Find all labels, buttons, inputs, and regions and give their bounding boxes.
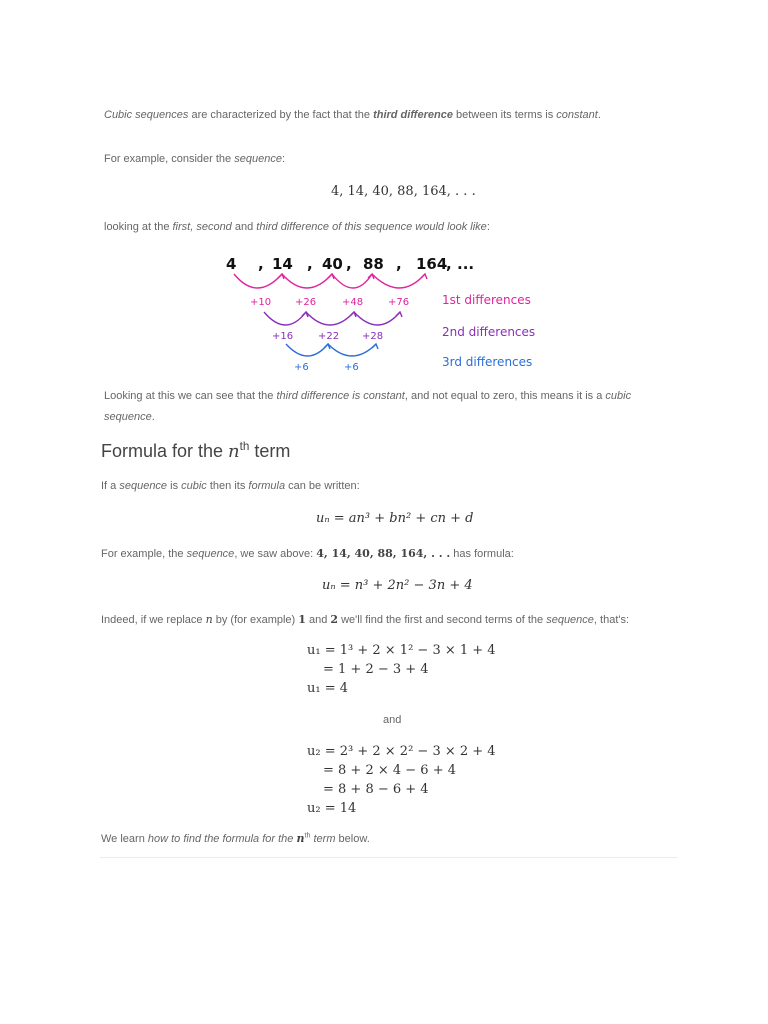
- indeed-num2: 2: [330, 613, 339, 626]
- term-sequence-2: sequence: [104, 411, 152, 423]
- closing-var: n: [296, 832, 305, 845]
- indeed-paragraph: [101, 612, 629, 628]
- closing-text-2: below.: [335, 833, 370, 845]
- term-88: 88: [363, 255, 384, 273]
- closing-sup: th: [304, 831, 311, 840]
- differences-diagram: [220, 250, 570, 380]
- calc2-line3: = 8 + 8 − 6 + 4: [323, 782, 429, 797]
- term-first-second: first, second: [172, 221, 232, 233]
- indeed-var: n: [205, 613, 213, 626]
- term-comma: ,: [258, 255, 264, 273]
- closing-term: term: [310, 833, 336, 845]
- conclusion-text-2: , and not equal to zero, this means it is a: [404, 390, 606, 402]
- calc2-line1: u₂ = 2³ + 2 × 2² − 3 × 2 + 4: [307, 744, 496, 759]
- fi-sequence: sequence: [119, 480, 168, 492]
- divider: [100, 857, 678, 858]
- first-diff-76: +76: [388, 297, 410, 308]
- example-intro-colon: :: [281, 153, 286, 165]
- conclusion-period: .: [151, 411, 155, 423]
- arc-second-1: [264, 312, 306, 325]
- indeed-text-3: and: [305, 614, 331, 626]
- arc-third-2: [328, 344, 376, 356]
- arc-second-2: [306, 312, 354, 325]
- example-intro: [104, 151, 285, 167]
- term-comma: ,: [346, 255, 352, 273]
- closing-paragraph: [101, 831, 370, 847]
- intro-period: .: [597, 109, 601, 121]
- label-third-differences: 3rd differences: [442, 355, 533, 369]
- formula-intro: [101, 478, 360, 494]
- ex2-sequence: sequence: [186, 548, 235, 560]
- fi-text-2: is: [167, 480, 182, 492]
- diff-intro-colon: :: [486, 221, 490, 233]
- calc2-line2: = 8 + 2 × 4 − 6 + 4: [323, 763, 457, 778]
- indeed-text-2: by (for example): [212, 614, 299, 626]
- term-third-difference-look: third difference of this sequence would look like: [256, 221, 487, 233]
- fi-text-4: can be written:: [285, 480, 360, 492]
- calc1-line1: u₁ = 1³ + 2 × 1² − 3 × 1 + 4: [307, 643, 496, 658]
- term-constant: constant: [556, 109, 598, 121]
- calc1-line3: u₁ = 4: [307, 681, 349, 696]
- fi-text-1: If a: [101, 480, 120, 492]
- arc-third-1: [286, 344, 328, 356]
- fi-formula: formula: [248, 480, 286, 492]
- first-diff-10: +10: [250, 297, 272, 308]
- indeed-text-5: , that's:: [593, 614, 630, 626]
- term-14: 14: [272, 255, 293, 273]
- arc-first-3: [332, 274, 372, 288]
- conclusion-text: Looking at this we can see that the: [104, 390, 277, 402]
- example-intro-text: For example, consider the: [104, 153, 235, 165]
- indeed-text-4: we'll find the first and second terms of the: [338, 614, 547, 626]
- arc-first-1: [234, 274, 282, 288]
- first-diff-26: +26: [295, 297, 317, 308]
- term-40: 40: [322, 255, 343, 273]
- second-diff-28: +28: [362, 331, 384, 342]
- term-cubic-sequences: Cubic sequences: [104, 109, 189, 121]
- and-word: and: [383, 714, 402, 726]
- heading-var: n: [228, 441, 240, 462]
- diff-intro-text: looking at the: [104, 221, 173, 233]
- term-comma: ,: [446, 255, 452, 273]
- label-first-differences: 1st differences: [442, 293, 531, 307]
- second-diff-16: +16: [272, 331, 294, 342]
- second-diff-22: +22: [318, 331, 340, 342]
- heading-prefix: Formula for the: [101, 441, 229, 461]
- sequence-display: 4, 14, 40, 88, 164, . . .: [331, 184, 476, 199]
- term-comma: ,: [307, 255, 313, 273]
- heading-suffix: term: [249, 441, 291, 461]
- general-formula: uₙ = an³ + bn² + cn + d: [316, 511, 474, 526]
- ex2-text-2: , we saw above:: [234, 548, 317, 560]
- arc-second-3: [354, 312, 400, 325]
- example2-paragraph: [101, 546, 514, 562]
- first-diff-48: +48: [342, 297, 364, 308]
- ex2-text-1: For example, the: [101, 548, 187, 560]
- intro-text: are characterized by the fact that the: [188, 109, 374, 121]
- closing-link-text: how to find the formula for the: [147, 833, 297, 845]
- intro-text-2: between its terms is: [452, 109, 557, 121]
- arc-first-2: [282, 274, 332, 288]
- fi-cubic: cubic: [181, 480, 207, 492]
- arc-first-4: [372, 274, 425, 288]
- indeed-num1: 1: [298, 613, 306, 626]
- third-diff-6b: +6: [344, 362, 359, 373]
- differences-intro: [104, 219, 490, 235]
- intro-paragraph: [104, 107, 601, 123]
- diff-intro-and: and: [231, 221, 257, 233]
- label-second-differences: 2nd differences: [442, 325, 536, 339]
- specific-formula: uₙ = n³ + 2n² − 3n + 4: [322, 578, 473, 593]
- conclusion-paragraph: [104, 386, 674, 428]
- calc2-line4: u₂ = 14: [307, 801, 357, 816]
- term-third-difference: third difference: [373, 109, 453, 121]
- term-ellipsis: ...: [457, 255, 475, 273]
- third-diff-6a: +6: [294, 362, 309, 373]
- term-4: 4: [226, 255, 237, 273]
- ex2-text-3: has formula:: [450, 548, 514, 560]
- term-third-difference-constant: third difference is constant: [276, 390, 405, 402]
- section-heading: [101, 441, 290, 462]
- indeed-text-1: Indeed, if we replace: [101, 614, 206, 626]
- term-164: 164: [416, 255, 448, 273]
- term-sequence: sequence: [234, 153, 282, 165]
- closing-text-1: We learn: [101, 833, 148, 845]
- fi-text-3: then its: [206, 480, 249, 492]
- calc1-line2: = 1 + 2 − 3 + 4: [323, 662, 429, 677]
- term-cubic: cubic: [605, 390, 632, 402]
- heading-sup: th: [239, 440, 250, 453]
- indeed-sequence: sequence: [546, 614, 594, 626]
- ex2-sequence-values: 4, 14, 40, 88, 164, . . .: [316, 547, 451, 560]
- term-comma: ,: [396, 255, 402, 273]
